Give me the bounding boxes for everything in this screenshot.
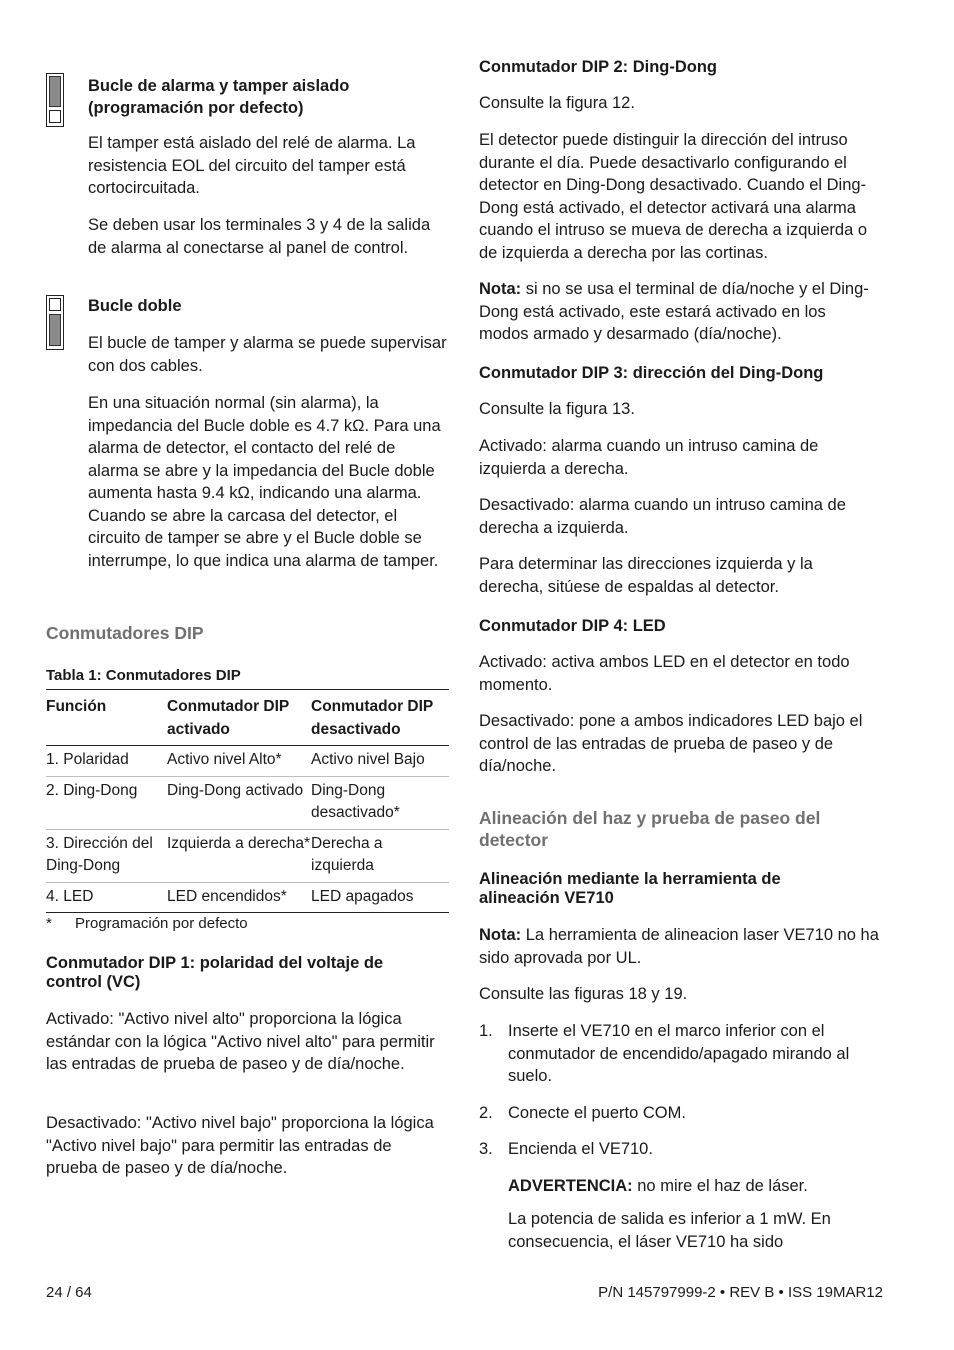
switch-slot-filled: [49, 76, 61, 107]
note-text: si no se usa el terminal de día/noche y el Ding-Dong está activado, este estará activado en los modos armado y desarmado (día/noche).: [479, 280, 869, 343]
step-text: Conecte el puerto COM.: [508, 1104, 686, 1122]
table-cell: Derecha a izquierda: [311, 834, 383, 874]
table-cell: 3. Dirección del Ding-Dong: [46, 834, 153, 874]
table-cell: 4. LED: [46, 887, 94, 905]
align-section-title: Alineación del haz y prueba de paseo del detector: [479, 808, 821, 850]
dip3-heading: Conmutador DIP 3: dirección del Ding-Dong: [479, 364, 824, 382]
align-p1: Consulte las figuras 18 y 19.: [479, 985, 688, 1003]
warning-text: no mire el haz de láser.: [632, 1177, 808, 1195]
table-header-row: [46, 690, 449, 746]
table-cell: 1. Polaridad: [46, 751, 129, 768]
table-row: [46, 776, 449, 829]
list-item: [479, 1020, 889, 1085]
alarm-isolated-p2: Se deben usar los terminales 3 y 4 de la salida de alarma al conectarse al panel de control.: [88, 216, 431, 257]
table-cell: Ding-Dong activado: [167, 781, 304, 799]
step-number: 2.: [479, 1104, 493, 1122]
switch-slot-empty: [49, 298, 61, 311]
switch-slot-filled: [49, 314, 61, 346]
table-header-cell: Conmutador DIP activado: [167, 698, 289, 738]
page-number: 24 / 64: [46, 1284, 92, 1301]
step-text: Encienda el VE710.: [508, 1140, 653, 1158]
double-loop-p2: En una situación normal (sin alarma), la impedancia del Bucle doble es 4.7 kΩ. Para una alarma de detector, el contacto del relé de alarma se abre y la impedancia del Bucle doble aumenta hasta 9.4 kΩ, indicando una alarma. Cuando se abre la carcasa del detector, el circuito de tamper se abre y el Bucle doble se interrumpe, lo que indica una alarma de tamper.: [88, 394, 441, 570]
footnote-text: Programación por defecto: [75, 915, 248, 932]
table-header-cell: Función: [46, 698, 107, 715]
switch-slot-empty: [49, 110, 61, 123]
dip-switch-icon-isolated: [46, 73, 64, 127]
double-loop-p1: El bucle de tamper y alarma se puede supervisar con dos cables.: [88, 334, 447, 375]
table-cell: Activo nivel Alto*: [167, 751, 282, 768]
table-cell: Izquierda a derecha*: [167, 834, 311, 852]
alarm-isolated-p1: El tamper está aislado del relé de alarma. La resistencia EOL del circuito del tamper está cortocircuitada.: [88, 134, 416, 197]
alarm-isolated-heading: Bucle de alarma y tamper aislado (programación por defecto): [88, 77, 350, 117]
dip-section-title: Conmutadores DIP: [46, 623, 204, 643]
note-label: Nota:: [479, 926, 522, 944]
step-number: 1.: [479, 1022, 493, 1040]
list-item: [479, 1102, 889, 1125]
table-cell: 2. Ding-Dong: [46, 781, 138, 799]
dip1-p2: Desactivado: "Activo nivel bajo" proporciona la lógica "Activo nivel bajo" para permitir las entradas de prueba de paseo y de día/noche.: [46, 1114, 434, 1177]
table-footnote: [46, 913, 248, 936]
align-note: [479, 924, 889, 969]
dip-switch-table: [46, 689, 449, 913]
part-number: P/N 145797999-2 • REV B • ISS 19MAR12: [598, 1284, 883, 1301]
list-item: [479, 1138, 889, 1161]
power-text: La potencia de salida es inferior a 1 mW. En consecuencia, el láser VE710 ha sido: [508, 1210, 831, 1251]
table-caption: Tabla 1: Conmutadores DIP: [46, 667, 241, 684]
table-cell: LED apagados: [311, 887, 414, 905]
warning-label: ADVERTENCIA:: [508, 1177, 633, 1195]
dip-switch-icon-double: [46, 295, 64, 350]
warning: [508, 1175, 888, 1198]
dip3-p4: Para determinar las direcciones izquierda y la derecha, sitúese de espaldas al detector.: [479, 555, 813, 596]
dip4-p2: Desactivado: pone a ambos indicadores LED bajo el control de las entradas de prueba de paseo y de día/noche.: [479, 712, 863, 775]
table-cell: LED encendidos*: [167, 887, 287, 905]
dip2-note: [479, 278, 879, 346]
table-row: [46, 882, 449, 913]
double-loop-heading: Bucle doble: [88, 297, 182, 315]
align-sub-heading: Alineación mediante la herramienta de alineación VE710: [479, 870, 781, 907]
table-row: [46, 746, 449, 777]
dip4-heading: Conmutador DIP 4: LED: [479, 617, 666, 635]
dip3-p1: Consulte la figura 13.: [479, 400, 635, 418]
footnote-mark: *: [46, 915, 52, 932]
dip3-p2: Activado: alarma cuando un intruso camina de izquierda a derecha.: [479, 437, 819, 478]
dip3-p3: Desactivado: alarma cuando un intruso camina de derecha a izquierda.: [479, 496, 846, 537]
dip4-p1: Activado: activa ambos LED en el detector en todo momento.: [479, 653, 850, 694]
dip1-heading: Conmutador DIP 1: polaridad del voltaje de control (VC): [46, 954, 384, 991]
note-label: Nota:: [479, 280, 522, 298]
table-cell: Activo nivel Bajo: [311, 751, 425, 768]
table-row: [46, 829, 449, 882]
dip2-heading: Conmutador DIP 2: Ding-Dong: [479, 58, 718, 76]
dip2-p2: El detector puede distinguir la dirección del intruso durante el día. Puede desactivarlo configurando el detector en Ding-Dong desactivado. Cuando el Ding-Dong está activado, el detector activará una alarma cuando el intruso se mueva de derecha a izquierda o de izquierda a derecha por las cortinas.: [479, 131, 867, 262]
dip1-p1: Activado: "Activo nivel alto" proporciona la lógica estándar con la lógica "Activo nivel alto" para permitir las entradas de prueba de paseo y de día/noche.: [46, 1010, 435, 1073]
step-number: 3.: [479, 1140, 493, 1158]
table-header-cell: Conmutador DIP desactivado: [311, 698, 433, 738]
note-text: La herramienta de alineacion laser VE710 no ha sido aprovada por UL.: [479, 926, 879, 967]
table-cell: Ding-Dong desactivado*: [311, 781, 400, 821]
step-text: Inserte el VE710 en el marco inferior con el conmutador de encendido/apagado mirando al suelo.: [508, 1022, 850, 1085]
dip2-p1: Consulte la figura 12.: [479, 94, 635, 112]
